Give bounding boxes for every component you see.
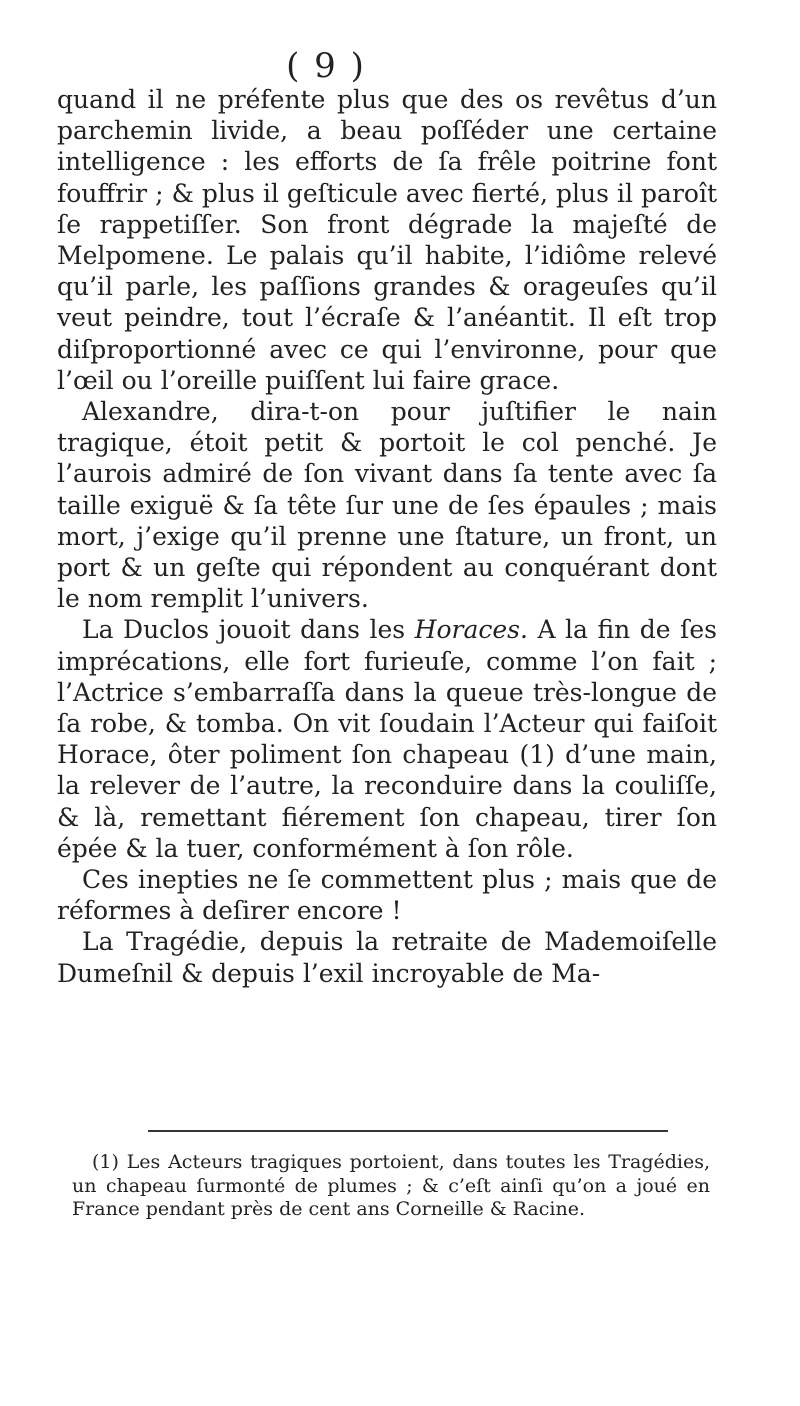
paragraph-duclos-start: La Duclos jouoit dans les	[82, 615, 415, 645]
paragraph-alexandre: Alexandre, dira-t-on pour juſtifier le nain tragique, étoit petit & portoit le col penché. Je l’aurois admiré de ſon vivant dans ſa tente avec ſa taille exiguë & ſa tête ſur une de ſes épaules ; mais mort, j’exige qu’il prenne une ſtature, un front, un port & un geſte qui répondent au conquérant dont le nom remplit l’univers.	[57, 397, 717, 614]
paragraph-duclos-rest: A la fin de ſes imprécations, elle fort furieuſe, comme l’on fait ; l’Actrice s’embarraſſa dans la queue très-longue de ſa robe, & tomba. On vit ſoudain l’Acteur qui faiſoit Horace, ôter poliment ſon chapeau (1) d’une main, la relever de l’autre, la reconduire dans la couliſſe, & là, remettant fiérement ſon chapeau, tirer ſon épée & la tuer, conformément à ſon rôle.	[57, 615, 717, 863]
footnote-divider	[148, 1130, 668, 1132]
body-text	[57, 84, 717, 989]
paragraph-tragedie: La Tragédie, depuis la retraite de Mademoiſelle Dumeſnil & depuis l’exil incroyable de Ma-	[57, 927, 717, 988]
page-number: ( 9 )	[286, 46, 366, 86]
paragraph-duclos	[57, 614, 717, 864]
paragraph-inepties: Ces inepties ne ſe commettent plus ; mais que de réformes à deſirer encore !	[57, 865, 717, 926]
play-title-horaces: Horaces.	[414, 615, 528, 645]
footnote: (1) Les Acteurs tragiques portoient, dans toutes les Tragédies, un chapeau ſurmonté de plumes ; & c’eſt ainſi qu’on a joué en France pendant près de cent ans Corneille & Racine.	[72, 1151, 710, 1220]
paragraph-continuation: quand il ne préfente plus que des os revêtus d’un parchemin livide, a beau poſſéder une certaine intelligence : les efforts de ſa frêle poitrine font fouffrir ; & plus il geſticule avec fierté, plus il paroît ſe rappetiſſer. Son front dégrade la majeſté de Melpomene. Le palais qu’il habite, l’idiôme relevé qu’il parle, les paſſions grandes & orageuſes qu’il veut peindre, tout l’écraſe & l’anéantit. Il eſt trop diſproportionné avec ce qui l’environne, pour que l’œil ou l’oreille puiſſent lui faire grace.	[57, 85, 717, 395]
